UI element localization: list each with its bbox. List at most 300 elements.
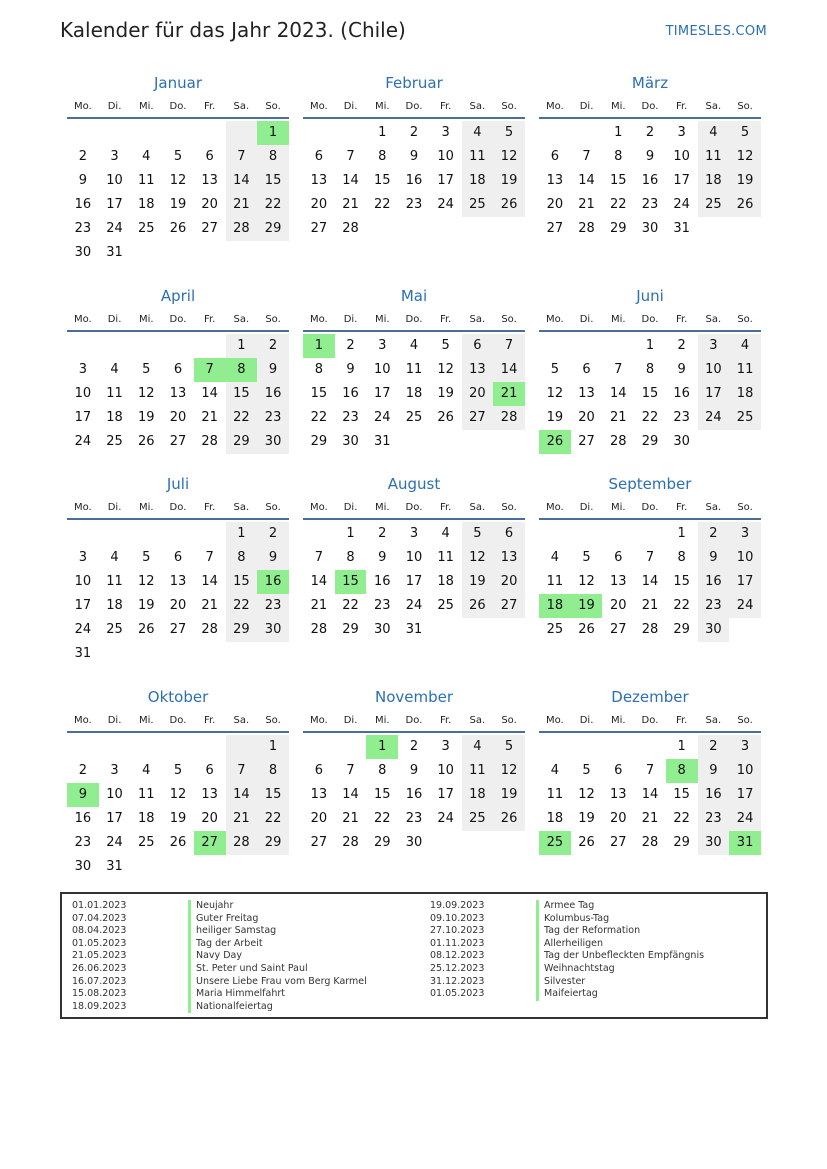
empty-cell [130, 121, 162, 145]
weekday-label: Do. [641, 715, 659, 726]
month-10 [67, 686, 289, 879]
empty-cell [462, 618, 494, 642]
day-cell: 16 [74, 811, 92, 826]
legend-date: 01.05.2023 [72, 937, 127, 949]
day-cell: 31 [405, 622, 423, 637]
day-cell: 27 [169, 434, 187, 449]
day-cell: 28 [201, 434, 218, 449]
month-name: April [160, 287, 196, 305]
day-cell: 1 [614, 125, 623, 140]
empty-cell [398, 430, 430, 454]
day-cell: 25 [137, 835, 155, 850]
day-cell: 24 [437, 197, 454, 212]
day-cell: 9 [78, 173, 87, 188]
day-cell: 25 [729, 406, 761, 430]
day-cell: 13 [169, 386, 187, 401]
empty-cell [67, 121, 99, 145]
day-cell: 7 [346, 149, 355, 164]
weekday-label: Do. [405, 502, 423, 513]
day-cell: 11 [462, 145, 494, 169]
day-cell: 16 [257, 382, 289, 406]
day-cell: 27 [310, 835, 328, 850]
legend-holiday-name: heiliger Samstag [188, 925, 367, 938]
empty-cell [226, 855, 258, 879]
empty-cell [194, 642, 226, 666]
day-cell: 18 [137, 197, 155, 212]
empty-cell [398, 217, 430, 241]
legend-date: 31.12.2023 [430, 975, 485, 987]
day-cell: 14 [342, 173, 359, 188]
month-name: August [387, 475, 441, 493]
day-cell: 29 [373, 835, 391, 850]
day-cell: 18 [729, 382, 761, 406]
day-cell: 19 [493, 783, 525, 807]
month-name: Dezember [611, 688, 689, 706]
day-grid [303, 332, 525, 454]
empty-cell [130, 241, 162, 265]
day-cell: 17 [74, 598, 92, 613]
day-cell: 24 [405, 598, 423, 613]
weekday-label: Di. [579, 502, 594, 513]
empty-cell [226, 735, 258, 759]
day-cell: 10 [74, 386, 92, 401]
day-cell: 14 [641, 787, 659, 802]
day-cell: 2 [78, 763, 87, 778]
day-cell: 3 [110, 763, 119, 778]
day-cell: 20 [169, 598, 187, 613]
day-cell: 25 [462, 193, 494, 217]
day-cell: 13 [201, 787, 218, 802]
day-cell: 17 [437, 787, 454, 802]
weekday-label: Mo. [545, 502, 564, 513]
day-cell: 8 [378, 149, 387, 164]
empty-cell [462, 831, 494, 855]
empty-cell [130, 334, 162, 358]
day-cell: 29 [257, 831, 289, 855]
day-cell: 3 [78, 362, 87, 377]
day-cell: 6 [173, 362, 183, 377]
legend-holiday-name: Allerheiligen [536, 938, 704, 951]
day-cell: 22 [641, 410, 659, 425]
day-cell: 21 [641, 811, 659, 826]
day-cell: 21 [226, 807, 258, 831]
day-cell: 3 [729, 735, 761, 759]
day-cell: 27 [578, 434, 595, 449]
empty-cell [430, 217, 462, 241]
legend-holiday-name: Armee Tag [536, 900, 704, 913]
day-cell: 24 [729, 594, 761, 618]
day-cell: 17 [106, 197, 123, 212]
day-cell: 5 [462, 522, 494, 546]
day-cell: 23 [373, 598, 391, 613]
day-cell: 27 [609, 835, 627, 850]
weekday-label: Di. [343, 314, 358, 325]
day-cell: 5 [729, 121, 761, 145]
legend-holiday-name: Guter Freitag [188, 913, 367, 926]
weekday-label: Di. [579, 101, 594, 112]
legend-holiday-name: Unsere Liebe Frau vom Berg Karmel [188, 976, 367, 989]
day-cell: 16 [698, 783, 730, 807]
day-cell: 2 [78, 149, 87, 164]
day-cell: 24 [106, 835, 123, 850]
day-cell: 26 [462, 594, 494, 618]
empty-cell [130, 735, 162, 759]
day-cell: 8 [257, 145, 289, 169]
legend-holiday-name: Tag der Reformation [536, 925, 704, 938]
weekday-label: Sa. [233, 502, 250, 513]
empty-cell [493, 618, 525, 642]
day-cell: 25 [462, 807, 494, 831]
day-cell: 18 [462, 169, 494, 193]
day-cell: 3 [441, 125, 450, 140]
day-cell: 18 [539, 594, 571, 618]
day-cell: 26 [137, 622, 155, 637]
weekday-label: Mo. [73, 101, 92, 112]
day-cell: 5 [582, 763, 591, 778]
day-cell: 16 [257, 570, 289, 594]
day-cell: 28 [641, 835, 659, 850]
weekday-label: Di. [579, 314, 594, 325]
empty-cell [729, 217, 761, 241]
day-cell: 10 [106, 173, 123, 188]
empty-cell [194, 241, 226, 265]
empty-cell [162, 241, 194, 265]
day-cell: 28 [226, 831, 258, 855]
legend-holiday-name: Navy Day [188, 950, 367, 963]
day-cell: 11 [729, 358, 761, 382]
legend-holiday-name: Tag der Unbefleckten Empfängnis [536, 950, 704, 963]
day-cell: 5 [142, 550, 151, 565]
day-cell: 9 [677, 362, 686, 377]
day-cell: 19 [729, 169, 761, 193]
weekday-label: Sa. [233, 715, 250, 726]
day-cell: 17 [373, 386, 391, 401]
empty-cell [303, 121, 335, 145]
day-cell: 11 [462, 759, 494, 783]
day-cell: 26 [137, 434, 155, 449]
day-cell: 28 [493, 406, 525, 430]
month-9 [539, 473, 761, 642]
month-3 [539, 72, 761, 241]
day-cell: 19 [169, 811, 187, 826]
day-cell: 2 [409, 125, 419, 140]
weekday-label: So. [501, 101, 517, 112]
day-cell: 27 [310, 221, 328, 236]
weekday-label: Mi. [138, 502, 154, 513]
day-cell: 9 [698, 546, 730, 570]
day-cell: 2 [677, 338, 686, 353]
empty-cell [99, 735, 131, 759]
day-cell: 7 [645, 550, 655, 565]
day-cell: 15 [373, 173, 391, 188]
empty-cell [571, 334, 603, 358]
day-cell: 26 [169, 835, 187, 850]
day-cell: 15 [373, 787, 391, 802]
legend-date: 21.05.2023 [72, 950, 127, 962]
weekday-label: So. [501, 314, 517, 325]
weekday-label: Sa. [469, 314, 486, 325]
day-cell: 17 [405, 574, 423, 589]
day-cell: 5 [493, 121, 525, 145]
day-cell: 3 [441, 739, 450, 754]
weekday-label: So. [737, 101, 753, 112]
day-grid [539, 733, 761, 855]
day-cell: 26 [729, 193, 761, 217]
day-cell: 1 [677, 739, 686, 754]
day-cell: 14 [226, 783, 258, 807]
weekday-label: Do. [641, 101, 659, 112]
legend-holiday-name: Neujahr [188, 900, 367, 913]
empty-cell [698, 430, 730, 454]
day-cell: 29 [310, 434, 328, 449]
weekday-label: Do. [641, 502, 659, 513]
day-cell: 15 [609, 173, 627, 188]
weekday-header [303, 498, 525, 520]
empty-cell [430, 831, 462, 855]
day-cell: 7 [582, 149, 591, 164]
weekday-label: Mo. [309, 101, 328, 112]
day-cell: 8 [346, 550, 355, 565]
day-cell: 30 [74, 859, 92, 874]
empty-cell [729, 618, 761, 642]
day-cell: 26 [169, 221, 187, 236]
weekday-header [303, 97, 525, 119]
legend-left-dates [72, 900, 126, 1013]
day-cell: 16 [641, 173, 659, 188]
weekday-label: Di. [343, 502, 358, 513]
day-cell: 28 [609, 434, 627, 449]
day-cell: 1 [257, 121, 289, 145]
day-cell: 14 [342, 787, 359, 802]
day-cell: 12 [462, 546, 494, 570]
day-cell: 7 [493, 334, 525, 358]
month-2 [303, 72, 525, 241]
empty-cell [571, 121, 603, 145]
empty-cell [539, 121, 571, 145]
empty-cell [162, 334, 194, 358]
weekday-label: Mi. [610, 502, 626, 513]
weekday-label: Sa. [705, 314, 722, 325]
weekday-label: Mi. [374, 314, 390, 325]
day-cell: 15 [335, 570, 367, 594]
day-grid [303, 119, 525, 241]
day-cell: 26 [578, 835, 595, 850]
empty-cell [194, 334, 226, 358]
day-cell: 7 [314, 550, 323, 565]
day-cell: 17 [698, 382, 730, 406]
legend-date: 01.05.2023 [430, 988, 485, 1000]
month-name: Februar [385, 74, 443, 92]
weekday-header [539, 711, 761, 733]
day-cell: 13 [201, 173, 218, 188]
day-cell: 28 [342, 835, 359, 850]
weekday-label: Di. [343, 101, 358, 112]
empty-cell [130, 522, 162, 546]
day-cell: 19 [169, 197, 187, 212]
day-cell: 20 [493, 570, 525, 594]
empty-cell [634, 522, 666, 546]
month-name: Juni [636, 287, 664, 305]
day-cell: 9 [257, 358, 289, 382]
weekday-header [303, 310, 525, 332]
day-cell: 6 [205, 763, 214, 778]
empty-cell [539, 334, 571, 358]
day-cell: 27 [201, 221, 218, 236]
day-cell: 12 [578, 574, 595, 589]
day-cell: 2 [378, 526, 387, 541]
weekday-label: Mi. [374, 502, 390, 513]
day-cell: 18 [106, 598, 123, 613]
day-cell: 10 [698, 358, 730, 382]
empty-cell [602, 334, 634, 358]
day-cell: 15 [673, 787, 690, 802]
day-cell: 11 [106, 386, 123, 401]
weekday-label: Di. [107, 101, 122, 112]
day-cell: 9 [378, 550, 387, 565]
legend-holiday-name: Maifeiertag [536, 988, 704, 1001]
day-cell: 11 [106, 574, 123, 589]
day-cell: 13 [462, 358, 494, 382]
day-cell: 13 [609, 574, 627, 589]
day-cell: 17 [437, 173, 454, 188]
day-cell: 13 [310, 173, 328, 188]
month-name: März [631, 74, 669, 92]
day-cell: 7 [226, 145, 258, 169]
day-cell: 19 [137, 410, 155, 425]
empty-cell [130, 642, 162, 666]
day-cell: 13 [609, 787, 627, 802]
weekday-label: Mi. [138, 314, 154, 325]
empty-cell [539, 735, 571, 759]
month-11 [303, 686, 525, 855]
empty-cell [571, 735, 603, 759]
day-cell: 22 [373, 811, 391, 826]
day-cell: 15 [226, 382, 258, 406]
day-cell: 29 [673, 835, 690, 850]
day-grid [303, 733, 525, 855]
day-cell: 14 [310, 574, 328, 589]
day-cell: 26 [437, 410, 454, 425]
weekday-label: So. [737, 715, 753, 726]
day-cell: 24 [673, 197, 690, 212]
day-cell: 26 [539, 430, 571, 454]
day-cell: 18 [405, 386, 423, 401]
day-cell: 6 [614, 550, 623, 565]
day-cell: 10 [405, 550, 423, 565]
empty-cell [194, 121, 226, 145]
day-cell: 29 [342, 622, 359, 637]
day-cell: 11 [137, 787, 155, 802]
day-cell: 25 [106, 434, 123, 449]
day-cell: 22 [226, 594, 258, 618]
day-cell: 4 [550, 550, 559, 565]
day-cell: 4 [441, 526, 450, 541]
legend-holiday-name: St. Peter und Saint Paul [188, 963, 367, 976]
day-cell: 5 [493, 735, 525, 759]
day-cell: 31 [74, 646, 92, 661]
weekday-header [67, 97, 289, 119]
brand-link[interactable]: TIMESLES.COM [665, 24, 767, 39]
day-cell: 24 [74, 622, 92, 637]
empty-cell [335, 121, 367, 145]
weekday-label: Fr. [675, 715, 688, 726]
month-12 [539, 686, 761, 855]
day-cell: 26 [578, 622, 595, 637]
day-cell: 13 [493, 546, 525, 570]
weekday-label: So. [501, 715, 517, 726]
day-cell: 23 [405, 197, 423, 212]
day-cell: 27 [609, 622, 627, 637]
weekday-label: Fr. [675, 314, 688, 325]
day-cell: 31 [673, 221, 690, 236]
empty-cell [493, 831, 525, 855]
day-cell: 28 [342, 221, 359, 236]
day-cell: 21 [493, 382, 525, 406]
day-cell: 17 [673, 173, 690, 188]
day-cell: 13 [310, 787, 328, 802]
day-cell: 22 [373, 197, 391, 212]
day-cell: 28 [641, 622, 659, 637]
weekday-label: So. [501, 502, 517, 513]
day-cell: 16 [405, 787, 423, 802]
day-cell: 30 [257, 618, 289, 642]
day-cell: 5 [173, 763, 183, 778]
day-cell: 9 [645, 149, 655, 164]
empty-cell [67, 522, 99, 546]
day-cell: 31 [373, 434, 391, 449]
day-cell: 25 [137, 221, 155, 236]
day-cell: 8 [314, 362, 323, 377]
day-cell: 26 [493, 193, 525, 217]
day-cell: 8 [645, 362, 655, 377]
day-cell: 23 [641, 197, 659, 212]
weekday-label: Mo. [545, 314, 564, 325]
empty-cell [162, 735, 194, 759]
weekday-label: Sa. [233, 101, 250, 112]
day-grid [67, 119, 289, 265]
legend-date: 16.07.2023 [72, 975, 127, 987]
legend-right-dates [430, 900, 484, 1001]
empty-cell [571, 522, 603, 546]
day-cell: 8 [257, 759, 289, 783]
day-cell: 6 [314, 149, 323, 164]
day-cell: 30 [673, 434, 690, 449]
day-cell: 21 [578, 197, 595, 212]
empty-cell [462, 430, 494, 454]
day-cell: 12 [137, 574, 155, 589]
day-cell: 25 [405, 410, 423, 425]
legend-date: 15.08.2023 [72, 988, 127, 1000]
legend-date: 01.01.2023 [72, 900, 127, 911]
day-cell: 1 [303, 334, 335, 358]
day-cell: 2 [698, 522, 730, 546]
day-cell: 29 [609, 221, 627, 236]
day-cell: 12 [169, 173, 187, 188]
day-cell: 1 [378, 125, 387, 140]
day-cell: 13 [169, 574, 187, 589]
empty-cell [335, 735, 367, 759]
day-cell: 24 [74, 434, 92, 449]
day-cell: 1 [226, 334, 258, 358]
day-cell: 30 [405, 835, 423, 850]
day-cell: 15 [226, 570, 258, 594]
weekday-label: Di. [107, 715, 122, 726]
day-cell: 5 [582, 550, 591, 565]
day-cell: 3 [409, 526, 419, 541]
day-cell: 16 [698, 570, 730, 594]
day-grid [539, 332, 761, 454]
day-cell: 28 [310, 622, 328, 637]
